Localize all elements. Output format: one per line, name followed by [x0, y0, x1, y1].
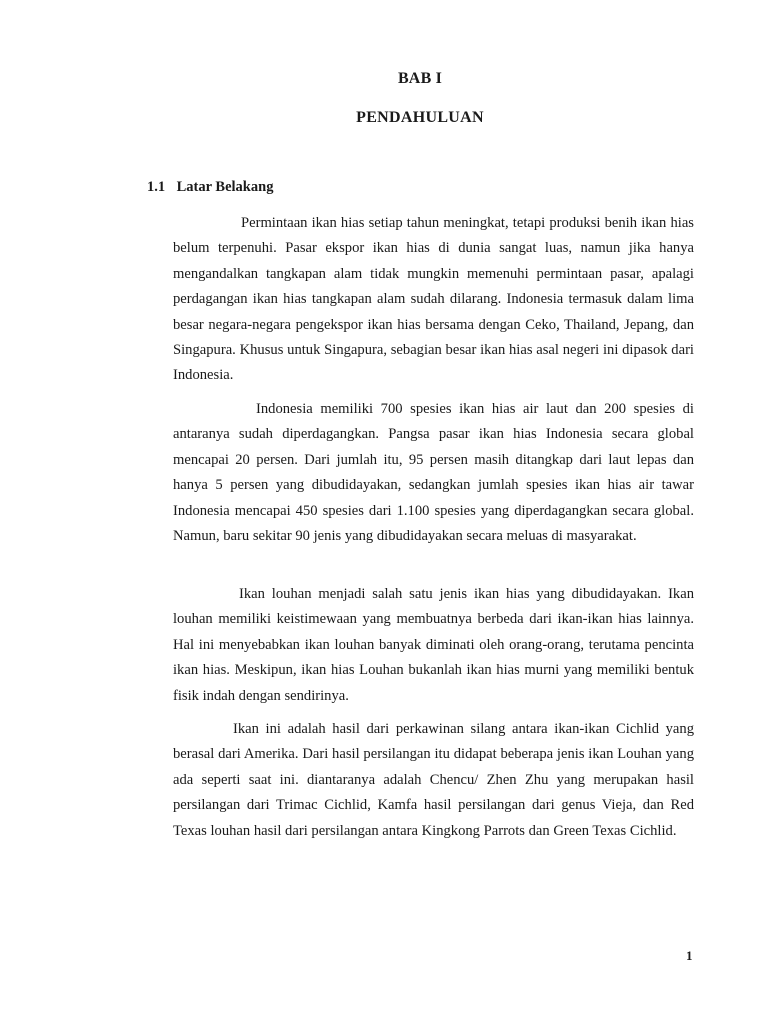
paragraph-2	[173, 397, 694, 549]
paragraph-3	[173, 582, 694, 709]
section-heading	[147, 179, 273, 196]
chapter-title: PENDAHULUAN	[356, 109, 484, 126]
paragraph-text: Indonesia memiliki 700 spesies ikan hias air laut dan 200 spesies di antaranya sudah diperdagangkan. Pangsa pasar ikan hias Indonesia secara global mencapai 20 persen. Dari jumlah itu, 95 persen masih ditangkap dari laut lepas dan hanya 5 persen yang dibudidayakan, sedangkan jumlah spesies ikan hias air tawar Indonesia mencapai 450 spesies dari 1.100 spesies yang diperdagangkan secara global. Namun, baru sekitar 90 jenis yang dibudidayakan secara meluas di masyarakat.	[173, 401, 694, 545]
paragraph-text: Ikan ini adalah hasil dari perkawinan silang antara ikan-ikan Cichlid yang berasal dari Amerika. Dari hasil persilangan itu didapat beberapa jenis ikan Louhan yang ada seperti saat ini. diantaranya adalah Chencu/ Zhen Zhu yang merupakan hasil persilangan dari Trimac Cichlid, Kamfa hasil persilangan dari genus Vieja, dan Red Texas louhan hasil dari persilangan antara Kingkong Parrots dan Green Texas Cichlid.	[173, 721, 694, 839]
section-number: 1.1	[147, 179, 166, 195]
paragraph-text: Permintaan ikan hias setiap tahun meningkat, tetapi produksi benih ikan hias belum terpenuhi. Pasar ekspor ikan hias di dunia sangat luas, namun jika hanya mengandalkan tangkapan alam tidak mungkin memenuhi permintaan pasar, apalagi perdagangan ikan hias tangkapan alam sudah dilarang. Indonesia termasuk dalam lima besar negara-negara pengekspor ikan hias bersama dengan Ceko, Thailand, Jepang, dan Singapura. Khusus untuk Singapura, sebagian besar ikan hias asal negeri ini dipasok dari Indonesia.	[173, 215, 694, 384]
paragraph-4	[173, 717, 694, 844]
section-title: Latar Belakang	[176, 179, 274, 195]
page-number: 1	[686, 948, 693, 963]
chapter-label: BAB I	[397, 70, 443, 87]
paragraph-1	[173, 211, 694, 389]
paragraph-text: Ikan louhan menjadi salah satu jenis ikan hias yang dibudidayakan. Ikan louhan memiliki keistimewaan yang membuatnya berbeda dari ikan-ikan hias lainnya. Hal ini menyebabkan ikan louhan banyak diminati oleh orang-orang, terutama pencinta ikan hias. Meskipun, ikan hias Louhan bukanlah ikan hias murni yang memiliki bentuk fisik indah dengan sendirinya.	[173, 586, 694, 704]
